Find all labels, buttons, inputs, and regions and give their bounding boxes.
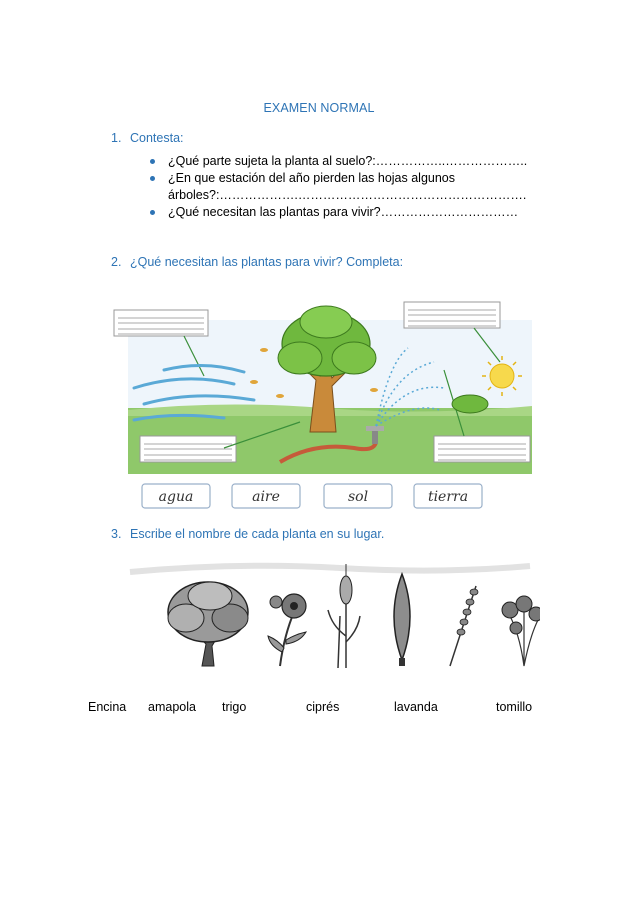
illustration-smudge [130,566,530,572]
question-2-label: ¿Qué necesitan las plantas para vivir? Completa: [130,255,404,269]
question-1-label: Contesta: [130,131,184,145]
poppy-icon [268,594,306,666]
cypress-icon [394,574,410,666]
answer-box-top-left[interactable] [114,310,208,336]
question-3-heading [111,527,384,541]
plant-name-lavanda: lavanda [394,700,438,714]
word-card-label: sol [347,489,369,505]
bullet-text: ¿En que estación del año pierden las hojas algunos [168,171,456,185]
bullet-icon [150,210,155,215]
word-card-aire [232,484,300,508]
lavender-icon [450,586,478,666]
bullet-icon [150,159,155,164]
question-1-number: 1. [111,131,122,145]
answer-box-bottom-left[interactable] [140,436,236,462]
plant-name-cipres: ciprés [306,700,340,714]
page-title: EXAMEN NORMAL [263,101,375,115]
plant-name-encina: Encina [88,700,127,714]
question-1-heading [111,131,184,145]
bullet-text: ¿Qué parte sujeta la planta al suelo?:……………..……………….. [168,154,528,168]
question-3-number: 3. [111,527,122,541]
answer-box-bottom-right[interactable] [434,436,530,462]
question-2-number: 2. [111,255,122,269]
word-card-sol [324,484,392,508]
plant-name-trigo: trigo [222,700,247,714]
oak-tree-icon [168,582,248,666]
bush-icon [452,395,488,413]
wheat-icon [328,564,360,668]
word-card-label: aire [252,489,280,505]
plant-needs-illustration [104,292,540,514]
question-2-heading [111,255,403,269]
plant-name-amapola: amapola [148,700,196,714]
plant-name-tomillo: tomillo [496,700,533,714]
word-card-tierra [414,484,482,508]
word-card-label: agua [158,489,194,505]
bullet-text: ¿Qué necesitan las plantas para vivir?…………………………… [168,205,519,219]
bullet-icon [150,176,155,181]
plants-illustration [120,556,540,676]
word-card-label: tierra [427,489,469,505]
word-card-agua [142,484,210,508]
answer-box-top-right[interactable] [404,302,500,328]
thyme-icon [502,596,540,666]
question-3-label: Escribe el nombre de cada planta en su lugar. [130,527,385,541]
bullet-text: árboles?:……………….………………………………………………. [168,188,527,202]
